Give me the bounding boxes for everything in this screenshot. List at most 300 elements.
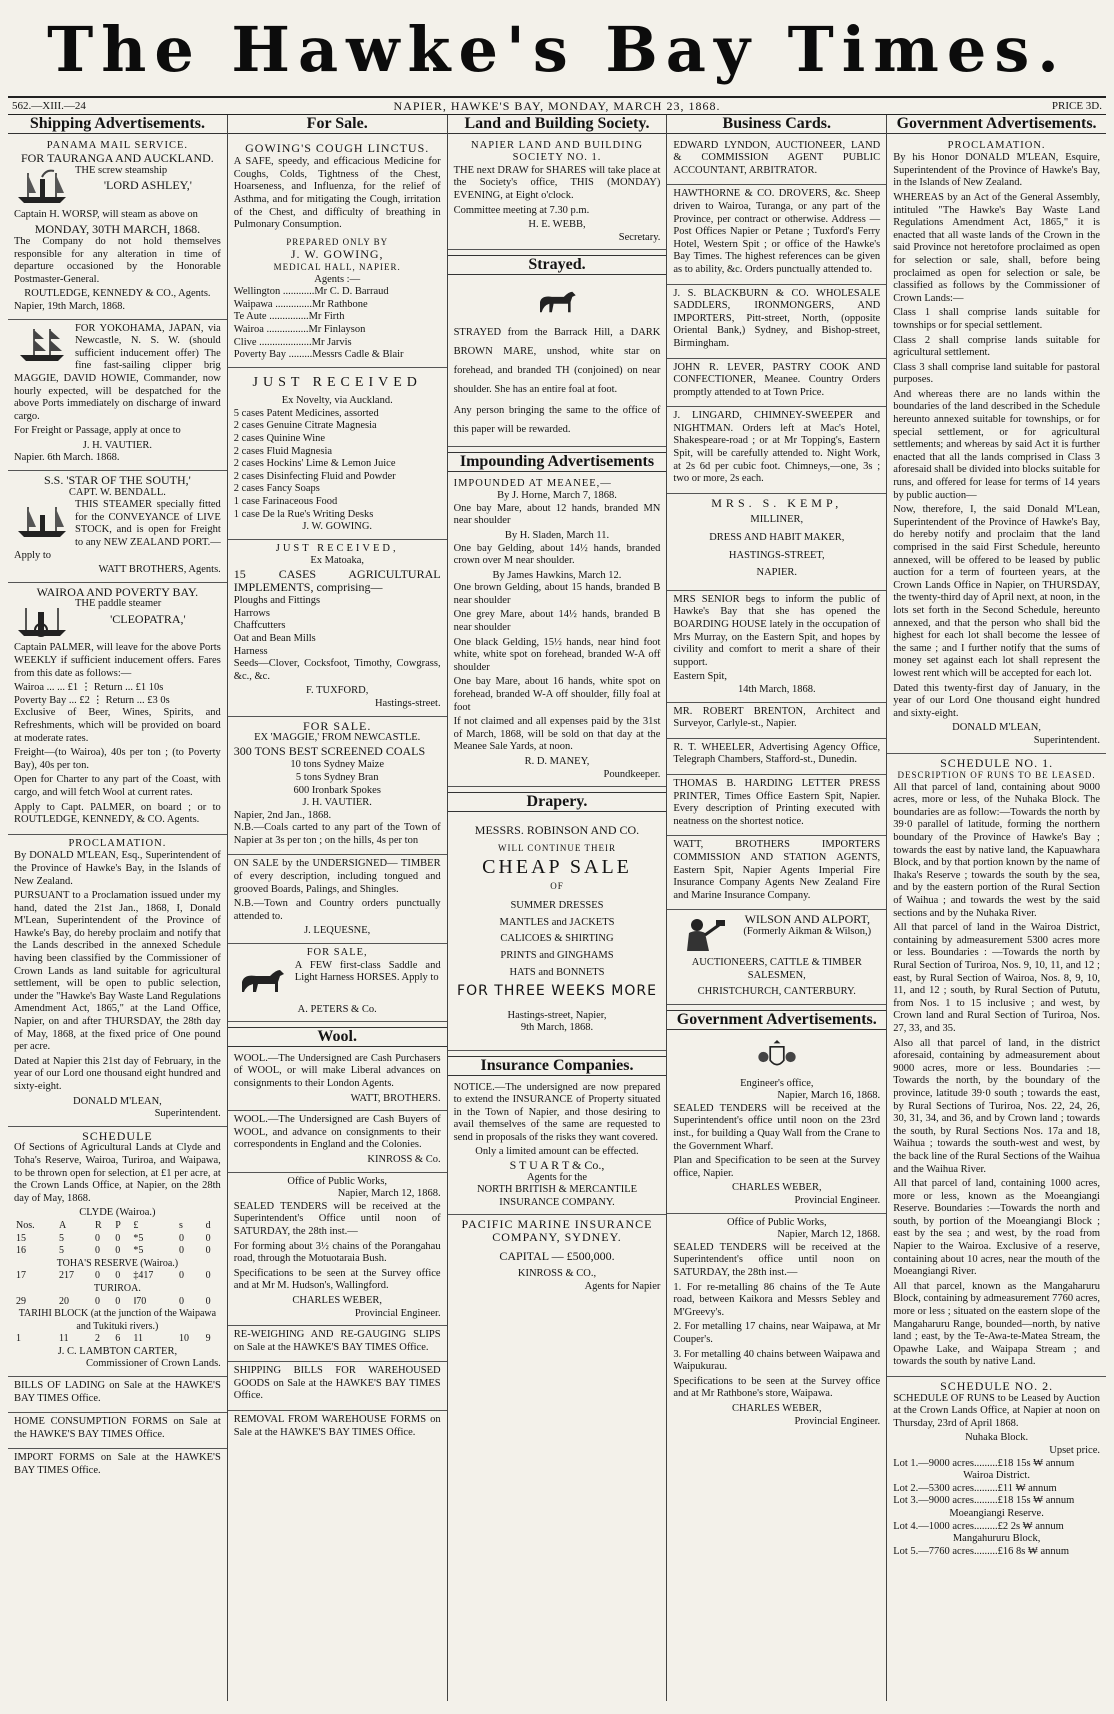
ad-import-forms <box>8 1449 227 1484</box>
ad-text: Dated this twenty-first day of January, in the year of our Lord One thousand eight hundred and sixty-eight. <box>893 682 1100 719</box>
date-place: NAPIER, HAWKE'S BAY, MONDAY, MARCH 23, 1868. <box>393 98 721 113</box>
upset-label: Upset price. <box>1049 1444 1100 1456</box>
steamship-icon <box>14 501 70 541</box>
column-heading: Shipping Advertisements. <box>8 115 227 134</box>
ad-impounded <box>448 475 667 788</box>
ad-just-received-matoaka <box>228 540 447 717</box>
fare-line: Poverty Bay ... £2 ⋮ Return ... £3 0s <box>14 694 170 706</box>
ad-title: GOWING'S COUGH LINCTUS. <box>245 140 430 155</box>
ad-text: Apply to Capt. PALMER, on board ; or to ROUTLEDGE, KENNEDY, & CO. Agents. <box>14 801 221 826</box>
table-row <box>14 1270 221 1283</box>
ad-text: THE next DRAW for SHARES will take place at the Society's office, THIS (MONDAY) EVENING, at Eight o'clock. <box>453 164 661 201</box>
ad-panama-mail <box>8 137 227 320</box>
card-lyndon <box>667 137 886 186</box>
list-item: SUMMER DRESSES <box>510 900 604 912</box>
ad-signature-title: Provincial Engineer. <box>794 1415 881 1427</box>
ad-title: IMPOUNDED AT MEANEE,— <box>453 477 612 489</box>
impound-item: One grey Mare, about 14½ hands, branded B near shoulder <box>453 609 661 634</box>
table-cell: 0 <box>115 1295 121 1307</box>
ad-signature: J. W. GOWING. <box>302 521 373 533</box>
ad-text: HOME CONSUMPTION FORMS on Sale at the HAWKE'S BAY TIMES Office. <box>14 1416 221 1440</box>
ad-signature: CHARLES WEBER, <box>731 1402 822 1414</box>
ad-text: PURSUANT to a Proclamation issued under my hand, dated the 21st Jan., 1868, I, Donald M'Lean, Superintendent of the Province of Hawke's Bay, do hereby proclaim and notify that the Lands described in the annexed Schedule having been classified by the Commissioner of Crown Lands as land suitable for agricultural settlement, will be open to public selection, under the "Hawke's Bay Waste Land Regulations Amendment Act, 1865," at the Land Office, Napier, on and after THURSDAY, the 28th day of May, 1868, at the fixed price of One pound per acre. <box>14 890 221 1053</box>
table-cell: 6 <box>115 1333 121 1345</box>
card-wheeler <box>667 739 886 775</box>
block-name: Wairoa District. <box>963 1470 1030 1482</box>
ad-text: SCHEDULE OF RUNS to be Leased by Auction at the Crown Lands Office, at Napier at noon on Thursday, 23rd of April 1868. <box>893 1392 1100 1429</box>
ad-text: A SAFE, speedy, and efficacious Medicine for Coughs, Colds, Tightness of the Chest, Hoarseness, and Influenza, for the relief of Asthma, and for mitigating the Cough, irritation of the Chest, and difficulty of breathing in Pulmonary Consumption. <box>233 156 441 231</box>
agent-item: Poverty Bay .........Messrs Cadle & Blair <box>233 349 404 361</box>
table-cell: 10 <box>178 1333 189 1345</box>
ad-text: SEALED TENDERS will be received at the Superintendent's office until noon on the 23rd inst., for building a Quay Wall from the Crane to the Government Wharf. <box>673 1102 881 1152</box>
table-header: P <box>115 1219 121 1231</box>
schedule-subhead: CLYDE (Wairoa.) <box>79 1207 156 1219</box>
ad-place: Eastern Spit, <box>673 671 728 683</box>
ad-public-works-tenders <box>667 1214 886 1434</box>
ad-signature: R. D. MANEY, <box>524 756 590 767</box>
ad-office: Office of Public Works, <box>726 1216 827 1228</box>
paddle-steamer-icon <box>14 600 70 640</box>
ad-sub: EX 'MAGGIE,' FROM NEWCASTLE. <box>254 732 421 744</box>
card-senior <box>667 591 886 703</box>
schedule-subhead: TARIHI BLOCK (at the junction of the Waipawa and Tukituki rivers.) <box>18 1308 217 1332</box>
dateline <box>8 96 1106 115</box>
ad-signature: CHARLES WEBER, <box>731 1182 822 1194</box>
column-business-cards <box>667 115 887 1701</box>
table-header: R <box>95 1219 102 1231</box>
table-cell: 0 <box>205 1295 211 1307</box>
ad-signature: S T U A R T & Co., <box>509 1158 605 1173</box>
ad-title: SCHEDULE <box>82 1128 153 1143</box>
agent-item: Wairoa ................Mr Finlayson <box>233 323 366 335</box>
ad-text: Class 3 shall comprise land suitable for pastoral purposes. <box>893 361 1100 386</box>
ad-office: Office of Public Works, <box>287 1175 388 1187</box>
ad-public-works <box>228 1173 447 1327</box>
ad-date: MONDAY, 30TH MARCH, 1868. <box>34 222 201 237</box>
ad-signature: WATT BROTHERS, Agents. <box>98 564 221 576</box>
column-heading: Government Advertisements. <box>887 115 1106 134</box>
list-item: Oat and Bean Mills <box>233 632 316 644</box>
ad-text: SEALED TENDERS will be received at the Superintendent's Office until noon of SATURDAY, the 28th inst.— <box>233 1200 441 1237</box>
ad-text: For Freight or Passage, apply at once to <box>14 425 181 437</box>
ad-title: PACIFIC MARINE INSURANCE COMPANY, SYDNEY. <box>461 1217 653 1245</box>
lot-row: Lot 2.—5300 acres.........£11 ₩ annum <box>893 1482 1057 1494</box>
ad-text: All that parcel of land, containing about 9000 acres, more or less, of the Nuhaka Block. The boundaries are as follow:—Towards the north by 39·0 parallel of latitude, forming the northern boundary of the Province of Hawke's Bay ; towards the east by native land, the Kapuawhara Block, and by that portion known by the name of Ihaka's Reserve ; towards the south by the sea, and by the eastern portion of the Rural Section of Waihua ; and towards the west by the said sections and by the Nuhaka River. <box>893 781 1100 919</box>
ad-text: A FEW first-class Saddle and Light Harness HORSES. Apply to <box>294 959 441 984</box>
ad-title: PROCLAMATION. <box>947 139 1046 151</box>
table-cell: 217 <box>58 1270 74 1282</box>
list-item: 2 cases Fancy Soaps <box>233 483 320 495</box>
ad-text: Only a limited amount can be effected. <box>475 1146 639 1158</box>
table-cell: 17 <box>16 1270 26 1282</box>
ad-text: NOTICE.—The undersigned are now prepared to extend the INSURANCE of Property situated in the Town of Napier, and those desiring to avail themselves of the same are requested to send in proposals of the risks they want covered. <box>453 1081 661 1143</box>
table-cell: 16 <box>16 1245 26 1257</box>
ad-removal-forms <box>228 1411 447 1446</box>
ad-home-consumption <box>8 1413 227 1449</box>
impound-by: By James Hawkins, March 12. <box>492 569 622 581</box>
ad-text: THIS STEAMER specially fitted for the CONVEYANCE of LIVE STOCK, and is open for Freight to any NEW ZEALAND PORT.—Apply to <box>14 499 221 561</box>
table-cell: 0 <box>115 1245 121 1257</box>
table-cell: 0 <box>95 1270 101 1282</box>
ad-wairoa-poverty-bay <box>8 583 227 835</box>
ad-date: Napier, March 12, 1868. <box>777 1229 881 1241</box>
ad-prep: PREPARED ONLY BY <box>286 236 389 247</box>
ad-period: FOR THREE WEEKS MORE <box>457 983 657 1000</box>
ad-text: WOOL.—The Undersigned are Cash Buyers of WOOL, and advance on consignments to their correspondents in England and the Colonies. <box>233 1114 441 1151</box>
column-government <box>887 115 1106 1701</box>
list-item: 5 cases Patent Medicines, assorted <box>233 407 379 419</box>
card-lingard <box>667 407 886 494</box>
ad-title: WAIROA AND POVERTY BAY. <box>36 584 199 599</box>
ad-proclamation-runs <box>887 137 1106 754</box>
ad-text: Exclusive of Beer, Wines, Spirits, and Refreshments, which will be provided on board at moderate rates. <box>14 707 221 744</box>
ad-title: S.S. 'STAR OF THE SOUTH,' <box>43 473 191 488</box>
ad-text: Open for Charter to any part of the Coast, with cargo, and will fetch Wool at current rates. <box>14 774 221 798</box>
table-cell: 2 <box>95 1333 101 1345</box>
ad-text: For forming about 3½ chains of the Porangahau road, through the Motuotaraia Bush. <box>233 1240 441 1265</box>
table-row <box>14 1333 221 1346</box>
list-item: 2 cases Quinine Wine <box>233 433 326 445</box>
table-cell: 5 <box>58 1232 64 1244</box>
ad-sub: DESCRIPTION OF RUNS TO BE LEASED. <box>897 770 1096 781</box>
list-item: 2 cases Disinfecting Fluid and Powder <box>233 470 396 482</box>
ad-signature: F. TUXFORD, <box>306 685 369 697</box>
ad-text: N.B.—Town and Country orders punctually attended to. <box>233 898 441 922</box>
table-cell: 15 <box>16 1232 26 1244</box>
table-row <box>14 1296 221 1309</box>
column-heading: Land and Building Society. <box>448 115 667 134</box>
ad-signature-title: Agents for Napier <box>584 1280 661 1292</box>
impound-by: By H. Sladen, March 11. <box>504 529 610 541</box>
ad-star-of-south <box>8 471 227 583</box>
ad-title: PANAMA MAIL SERVICE. <box>46 139 188 151</box>
ad-signature-title: Poundkeeper. <box>603 768 661 780</box>
columns <box>8 115 1106 1701</box>
block-name: Mangahururu Block, <box>952 1533 1041 1545</box>
ad-place: Hastings-street, Napier, <box>507 1009 607 1021</box>
list-item: 1 case De la Rue's Writing Desks <box>233 508 374 520</box>
schedule-subhead: TURIROA. <box>93 1282 141 1294</box>
ad-date: Napier, March 16, 1868. <box>777 1090 881 1102</box>
table-cell: 0 <box>95 1232 101 1244</box>
list-item: CALICOES & SHIRTING <box>500 933 614 945</box>
agent-item: Wellington ............Mr C. D. Barraud <box>233 286 389 298</box>
ad-signature: J. H. VAUTIER. <box>302 797 372 809</box>
column-for-sale <box>228 115 448 1701</box>
ad-lead: THE paddle steamer <box>75 598 162 610</box>
ad-title: NAPIER LAND AND BUILDING SOCIETY NO. 1. <box>471 139 643 164</box>
ad-strayed-mare <box>448 278 667 447</box>
table-cell: *5 <box>133 1232 144 1244</box>
ad-signature-title: Superintendent. <box>154 1108 221 1120</box>
ad-firm: MESSRS. ROBINSON AND CO. <box>474 822 640 837</box>
ad-text: IMPORT FORMS on Sale at the HAWKE'S BAY TIMES Office. <box>14 1452 221 1477</box>
ad-text: Now, therefore, I, the said Donald M'Lean, Superintendent of the Province of Hawke's Bay, do hereby notify and proclaim that the land comprised in the said First Schedule, hereunto annexed, will be offered to be leased by public auction for a term of fourteen years, at the Crown Lands Office in Napier, on THURSDAY, the twenty-third day of April next, at noon, in the lots set forth in the Second Schedule, hereunto annexed, and that the person who shall bid the highest for each lot shall become the lessee of the same ; and I further notify that the sums of money set against each lot shall represent the lowest rent which will be accepted for each lot. <box>893 504 1100 679</box>
ad-signature: J. LEQUESNE, <box>304 925 371 937</box>
ad-will: WILL CONTINUE THEIR <box>498 843 616 854</box>
ad-text: EDWARD LYNDON, AUCTIONEER, LAND & COMMISSION AGENT PUBLIC ACCOUNTANT, ARBITRATOR. <box>673 139 881 176</box>
ad-text: Freight—(to Wairoa), 40s per ton ; (to Poverty Bay), 40s per ton. <box>14 747 221 771</box>
table-subhead-row <box>14 1283 221 1296</box>
masthead-title: The Hawke's Bay Times. <box>47 13 1067 86</box>
section-heading: Impounding Advertisements <box>448 452 667 472</box>
ad-of: OF <box>550 880 564 891</box>
ad-text: MR. ROBERT BRENTON, Architect and Surveyor, Carlyle-st., Napier. <box>673 705 881 730</box>
list-item: 10 tons Sydney Maize <box>290 759 384 771</box>
ad-text: Captain H. WORSP, will steam as above on <box>14 208 198 220</box>
ad-line: HASTINGS-STREET, <box>728 549 825 561</box>
ad-building-society <box>448 137 667 251</box>
ad-signature: CHARLES WEBER, <box>292 1294 383 1306</box>
ad-text: Class 1 shall comprise lands suitable for townships or for special settlement. <box>893 307 1100 331</box>
list-item: 5 tons Sydney Bran <box>295 771 379 783</box>
ad-place: Hastings-street. <box>374 697 441 709</box>
ad-title: FOR SALE, <box>306 947 368 959</box>
table-cell: 0 <box>178 1270 184 1282</box>
column-heading: For Sale. <box>228 115 447 134</box>
table-cell: 0 <box>205 1245 211 1257</box>
ad-captain: CAPT. W. BENDALL. <box>68 486 166 498</box>
ad-title: WILSON AND ALPORT, <box>744 912 870 927</box>
ad-text: Any person bringing the same to the office of this paper will be rewarded. <box>453 404 661 435</box>
card-harding <box>667 775 886 836</box>
ad-for-sale-coals <box>228 717 447 856</box>
ad-text: Also all that parcel of land, in the district aforesaid, containing by admeasurement about 9000 acres, more or less. Boundaries :—Towards the north, by the boundary of the province, latitude 39·0 south ; towards the east, by Rural Sections of Turiroa, Nos. 22, 24, 26, 30, 31, 34, and 36, and by Crown land ; towards the south, by Rural Sections Nos. 17a and 18, Waihua ; towards the south-west and west, by the back line of the Rural Sections of the Waihua and the Waihua River. <box>893 1037 1100 1175</box>
lot-row: Lot 5.—7760 acres.........£16 8s ₩ annum <box>893 1545 1070 1557</box>
ad-title: JUST RECEIVED, <box>275 542 399 554</box>
ad-signature-title: Provincial Engineer. <box>354 1307 441 1319</box>
ad-text: REMOVAL FROM WAREHOUSE FORMS on Sale at the HAWKE'S BAY TIMES Office. <box>233 1414 441 1438</box>
ad-signature-title: Commissioner of Crown Lands. <box>86 1358 221 1370</box>
ad-title: JUST RECEIVED <box>252 374 422 390</box>
ad-date: 14th March, 1868. <box>738 683 816 695</box>
list-item: 2. For metalling 17 chains, near Waipawa, at Mr Couper's. <box>673 1321 881 1345</box>
ad-wool-watt <box>228 1050 447 1111</box>
list-item: 3. For metalling 40 chains between Waipawa and Waipukurau. <box>673 1348 881 1373</box>
table-cell: 5 <box>58 1245 64 1257</box>
ad-text: WHEREAS by an Act of the General Assembly, intituled "The Hawke's Bay Waste Land Regulations Amendment Act, 1865," it is enacted that all waste lands of the Crown in the said Province not heretofore proclaimed as open for selection or sale, shall, before being proclaimed as open for selection or sale, be classified as follows by the Commissioner of Crown Lands:— <box>893 191 1100 304</box>
list-item: 600 Ironbark Spokes <box>293 784 381 796</box>
ad-text: Plan and Specification to be seen at the Survey office, Napier. <box>673 1155 881 1179</box>
ad-signature: WATT, BROTHERS. <box>350 1092 441 1104</box>
lot-row: Lot 3.—9000 acres.........£18 15s ₩ annum <box>893 1495 1075 1507</box>
ad-text: Specifications to be seen at the Survey office and at Mr Rathbone's store, Waipawa. <box>673 1375 881 1400</box>
agent-item: Waipawa ..............Mr Rathbone <box>233 298 368 310</box>
table-cell: 0 <box>205 1270 211 1282</box>
table-cell: 11 <box>133 1333 144 1345</box>
ad-text: WATT, BROTHERS IMPORTERS COMMISSION AND STATION AGENTS, Eastern Spit, Napier Agents Imperial Fire Insurance Company Agents New Zealand Fire and Marine Insurance Company. <box>673 839 881 901</box>
table-cell: 0 <box>95 1295 101 1307</box>
list-item: 2 cases Fluid Magnesia <box>233 445 333 457</box>
card-blackburn <box>667 285 886 359</box>
ad-saddle-horses <box>228 944 447 1022</box>
ad-title: FOR SALE. <box>303 718 372 733</box>
impound-item: One bay Gelding, about 14½ hands, branded crown over M near shoulder. <box>453 542 661 567</box>
ad-signature: DONALD M'LEAN, <box>72 1095 162 1107</box>
ad-pacific-marine <box>448 1215 667 1298</box>
ad-lead: THE screw steamship <box>75 164 168 176</box>
table-cell: 0 <box>178 1245 184 1257</box>
ad-place: Napier, 19th March, 1868. <box>14 300 125 312</box>
ad-text: HAWTHORNE & CO. DROVERS, &c. Sheep driven to Wairoa, Turanga, or any part of the Province, per contract or otherwise. Address —Post Offices Napier or Petane ; Tuxford's Ferry Hotel, Western Spit ; or office of the Hawke's Bay Times. The highest references can be given as to ability, &c. Orders punctually attended to. <box>673 188 881 275</box>
card-wilson-alport <box>667 910 886 1005</box>
section-heading: Insurance Companies. <box>448 1056 667 1076</box>
ad-text: N.B.—Coals carted to any part of the Town of Napier at 3s per ton ; on the hills, 4s per ton <box>233 822 441 846</box>
ad-engineer-tenders <box>667 1033 886 1214</box>
card-kemp <box>667 494 886 591</box>
ad-by: By his Honor DONALD M'LEAN, Esquire, Superintendent of the Province of Hawke's Bay, in the Islands of New Zealand. <box>893 152 1100 189</box>
table-cell: 0 <box>178 1232 184 1244</box>
ad-text: SEALED TENDERS will be received at the Superintendent's office until noon on SATURDAY, the 28th inst.— <box>673 1241 881 1278</box>
ad-proclamation <box>8 835 227 1127</box>
table-cell: 0 <box>205 1232 211 1244</box>
table-cell: 0 <box>115 1232 121 1244</box>
ad-sub: Ex Novelty, via Auckland. <box>281 395 393 407</box>
ad-capital: CAPITAL — £500,000. <box>499 1248 615 1263</box>
ad-text: Captain PALMER, will leave for the above Ports WEEKLY if sufficient inducement offers. Fares from this date as follows:— <box>14 642 221 679</box>
ad-text: ON SALE by the UNDERSIGNED— TIMBER of every description, including tongued and grooved Boards, Palings, and Shingles. <box>233 858 441 895</box>
ad-timber <box>228 855 447 944</box>
table-header: A <box>58 1219 67 1231</box>
ad-yokohama <box>8 320 227 472</box>
ad-signature: J. C. LAMBTON CARTER, <box>57 1345 178 1357</box>
ad-title: SCHEDULE NO. 2. <box>940 1379 1054 1393</box>
fare-line: Wairoa ... ... £1 ⋮ Return ... £1 10s <box>14 682 164 694</box>
ad-sale: CHEAP SALE <box>482 855 632 878</box>
table-header: £ <box>133 1219 139 1231</box>
table-row <box>14 1233 221 1246</box>
coat-of-arms-icon <box>752 1040 802 1074</box>
table-cell: 0 <box>115 1270 121 1282</box>
ad-schedule <box>8 1127 227 1377</box>
ad-text: Dated at Napier this 21st day of February, in the year of our Lord one thousand eight hundred and sixty-eight. <box>14 1055 221 1092</box>
section-heading: Strayed. <box>448 255 667 275</box>
ad-text: MRS SENIOR begs to inform the public of Hawke's Bay that she has opened the BOARDING HOUSE lately in the occupation of Mrs Murray, on the Eastern Spit, and hopes by civility and comfort to merit a share of their support. <box>673 593 881 668</box>
ad-sub: (Formerly Aikman & Wilson,) <box>743 925 872 937</box>
ad-lead: 300 TONS BEST SCREENED COALS <box>233 743 426 758</box>
ad-signature: J. H. VAUTIER. <box>82 439 153 451</box>
ad-shipping-bills <box>228 1362 447 1411</box>
ad-line: MILLINER, <box>750 514 804 526</box>
ad-title: SCHEDULE NO. 1. <box>940 755 1054 770</box>
section-heading: Drapery. <box>448 792 667 812</box>
table-header-row <box>14 1220 221 1233</box>
block-name: Nuhaka Block. <box>965 1432 1029 1444</box>
ad-line: DRESS AND HABIT MAKER, <box>709 532 845 544</box>
ad-text: STRAYED from the Barrack Hill, a DARK BROWN MARE, unshod, white star on forehead, and branded TH (conjoined) on near shoulder. She has an entire foal at foot. <box>453 326 661 395</box>
list-item: PRINTS and GINGHAMS <box>500 949 614 961</box>
price: PRICE 3D. <box>1051 100 1102 112</box>
ad-company: NORTH BRITISH & MERCANTILE INSURANCE COMPANY. <box>476 1184 638 1208</box>
ad-signature: KINROSS & CO., <box>517 1268 597 1280</box>
ad-signature: A. PETERS & Co. <box>297 1003 377 1015</box>
list-item: MANTLES and JACKETS <box>499 916 615 928</box>
table-cell: 1 <box>16 1333 21 1345</box>
ad-text: If not claimed and all expenses paid by the 31st of March, 1868, will be sold on that day at the Meanee Sale Yards, at noon. <box>453 716 661 753</box>
ad-text: And whereas there are no lands within the boundaries of the land described in the Schedule hereunto annexed suitable for townships, or for special settlement, or for agricultural settlements; and whereas by said Act it is further enacted that all the lands comprised in Class 3 aforesaid shall be divided into blocks suitable for runs, and offered for lease for terms of 14 years by public auction— <box>893 388 1100 501</box>
table-cell: ‡417 <box>133 1270 154 1282</box>
agents-label: Agents :— <box>314 273 361 285</box>
column-land-building <box>448 115 668 1701</box>
ad-line: NAPIER. <box>756 567 798 579</box>
steamship-icon <box>14 167 70 207</box>
ad-text: WOOL.—The Undersigned are Cash Purchasers of WOOL, or will make Liberal advances on consignments to their London Agents. <box>233 1052 441 1089</box>
ad-text: The Company do not hold themselves responsible for any alteration in time of departure occasioned by the Honorable Postmaster-General. <box>14 235 221 285</box>
ad-text: All that parcel, known as the Mangaharuru Block, containing by admeasurement 7760 acres, more or less ; situated on the eastern slope of the Mangaharuru Range, bounded—north, by native land ; east, by the Te-Awa-te-Matea Stream, the Opawhe Lake, and Waipapa Stream ; and towards the south by native Land. <box>893 1280 1100 1368</box>
block-name: Moeangiangi Reserve. <box>949 1507 1044 1519</box>
list-item: Chaffcutters <box>233 620 286 632</box>
table-cell: 29 <box>16 1295 26 1307</box>
auctioneer-figure-icon <box>673 915 729 955</box>
ad-text: FOR YOKOHAMA, JAPAN, via Newcastle, N. S. W. (should sufficient inducement offer) The fine fast-sailing clipper brig MAGGIE, DAVID HOWIE, Commander, now hourly expected, will be despatched for the above Ports immediately on discharge of inward cargo. <box>14 322 221 422</box>
horse-icon <box>532 285 582 319</box>
ad-signature-title: Secretary. <box>618 231 661 243</box>
card-watt <box>667 836 886 910</box>
ad-bills-of-lading <box>8 1377 227 1413</box>
ad-route: FOR TAURANGA AND AUCKLAND. <box>20 151 214 166</box>
list-item: 2 cases Genuine Citrate Magnesia <box>233 420 377 432</box>
ad-by: By DONALD M'LEAN, Esq., Superintendent of the Province of Hawke's Bay, in the Islands of New Zealand. <box>14 850 221 887</box>
schedule-subhead: TOHA'S RESERVE (Wairoa.) <box>56 1257 179 1269</box>
card-brenton <box>667 703 886 739</box>
ad-schedule-2 <box>887 1377 1106 1563</box>
impound-item: One black Gelding, 15½ hands, near hind foot white, white spot on forehead, branded W-A off shoulder <box>453 636 661 673</box>
issue-number: 562.—XIII.—24 <box>12 100 86 112</box>
ad-text: RE-WEIGHING AND RE-GAUGING SLIPS on Sale at the HAWKE'S BAY TIMES Office. <box>233 1329 441 1353</box>
ad-text: R. T. WHEELER, Advertising Agency Office, Telegraph Chambers, Stafford-st., Dunedin. <box>673 741 881 766</box>
ad-text: BILLS OF LADING on Sale at the HAWKE'S BAY TIMES Office. <box>14 1380 221 1404</box>
list-item: 2 cases Hockins' Lime & Lemon Juice <box>233 458 396 470</box>
column-heading: Business Cards. <box>667 115 886 134</box>
ad-signature-title: Provincial Engineer. <box>794 1195 881 1206</box>
column-shipping <box>8 115 228 1701</box>
table-header: d <box>205 1219 211 1231</box>
ad-title: MRS. S. KEMP, <box>711 495 843 510</box>
impound-item: One brown Gelding, about 15 hands, branded B near shoulder <box>453 582 661 606</box>
ad-signature: ROUTLEDGE, KENNEDY & CO., Agents. <box>24 288 211 300</box>
table-subhead-row <box>14 1258 221 1271</box>
table-cell: 9 <box>205 1333 211 1345</box>
ad-text: Of Sections of Agricultural Lands at Clyde and Toha's Reserve, Wairoa, Turiroa, and Waipawa, to be thrown open for selection, at £1 per acre, at the Crown Lands Office, at Napier, on the 28th day of May, 1868. <box>14 1142 221 1204</box>
ad-text: THOMAS B. HARDING LETTER PRESS PRINTER, Times Office Eastern Spit, Napier. Every description of Printing executed with neatness on the shortest notice. <box>673 777 881 827</box>
horse-icon <box>234 962 290 1002</box>
section-heading: Wool. <box>228 1027 447 1047</box>
ship-name: 'LORD ASHLEY,' <box>103 178 192 193</box>
impound-item: One bay Mare, about 12 hands, branded MN near shoulder <box>453 502 661 527</box>
ad-text: SHIPPING BILLS FOR WAREHOUSED GOODS on Sale at the HAWKE'S BAY TIMES Office. <box>233 1365 441 1402</box>
ad-stuart-insurance <box>448 1079 667 1216</box>
ad-place: Napier, 2nd Jan., 1868. <box>233 809 332 821</box>
ad-title: PROCLAMATION. <box>68 837 167 849</box>
table-row <box>14 1245 221 1258</box>
ad-date: 9th March, 1868. <box>520 1022 594 1034</box>
ad-text: Committee meeting at 7.30 p.m. <box>453 204 590 216</box>
schedule-table <box>14 1220 221 1346</box>
ad-text: All that parcel of land, containing 1000 acres, more or less, known as the Moeangiangi Reserve. Boundaries :—Towards the north and south, by portion of the Moeangiangi Block ; east by the sea ; and west, by the road from Napier to the Wairoa. Exclusive of a reserve, containing about 10 acres, near the mouth of the Moeangiangi River. <box>893 1178 1100 1278</box>
ad-text: JOHN R. LEVER, PASTRY COOK AND CONFECTIONER, Meanee. Country Orders promptly attended to at Town Price. <box>673 361 881 398</box>
table-cell: 0 <box>178 1295 184 1307</box>
ad-wool-kinross <box>228 1111 447 1172</box>
sailing-ship-icon <box>14 325 70 365</box>
ad-text: Class 2 shall comprise lands suitable for agricultural settlement. <box>893 334 1100 359</box>
ad-signature: KINROSS & Co. <box>367 1153 441 1165</box>
agent-item: Te Aute ...............Mr Firth <box>233 311 345 323</box>
table-header: Nos. <box>16 1219 35 1231</box>
list-item: Harness <box>233 645 268 657</box>
ad-text: J. LINGARD, CHIMNEY-SWEEPER and NIGHTMAN. Orders left at Mac's Hotel, Shakespeare-road ; or at Mr Topping's, Eastern Spit, will be carefully attended to. Night Work, at 2s 6d per cubic foot. Chimneys,—one, 3s ; two or more, 2s each. <box>673 410 881 485</box>
ad-drapery <box>448 815 667 1051</box>
card-lever <box>667 359 886 408</box>
